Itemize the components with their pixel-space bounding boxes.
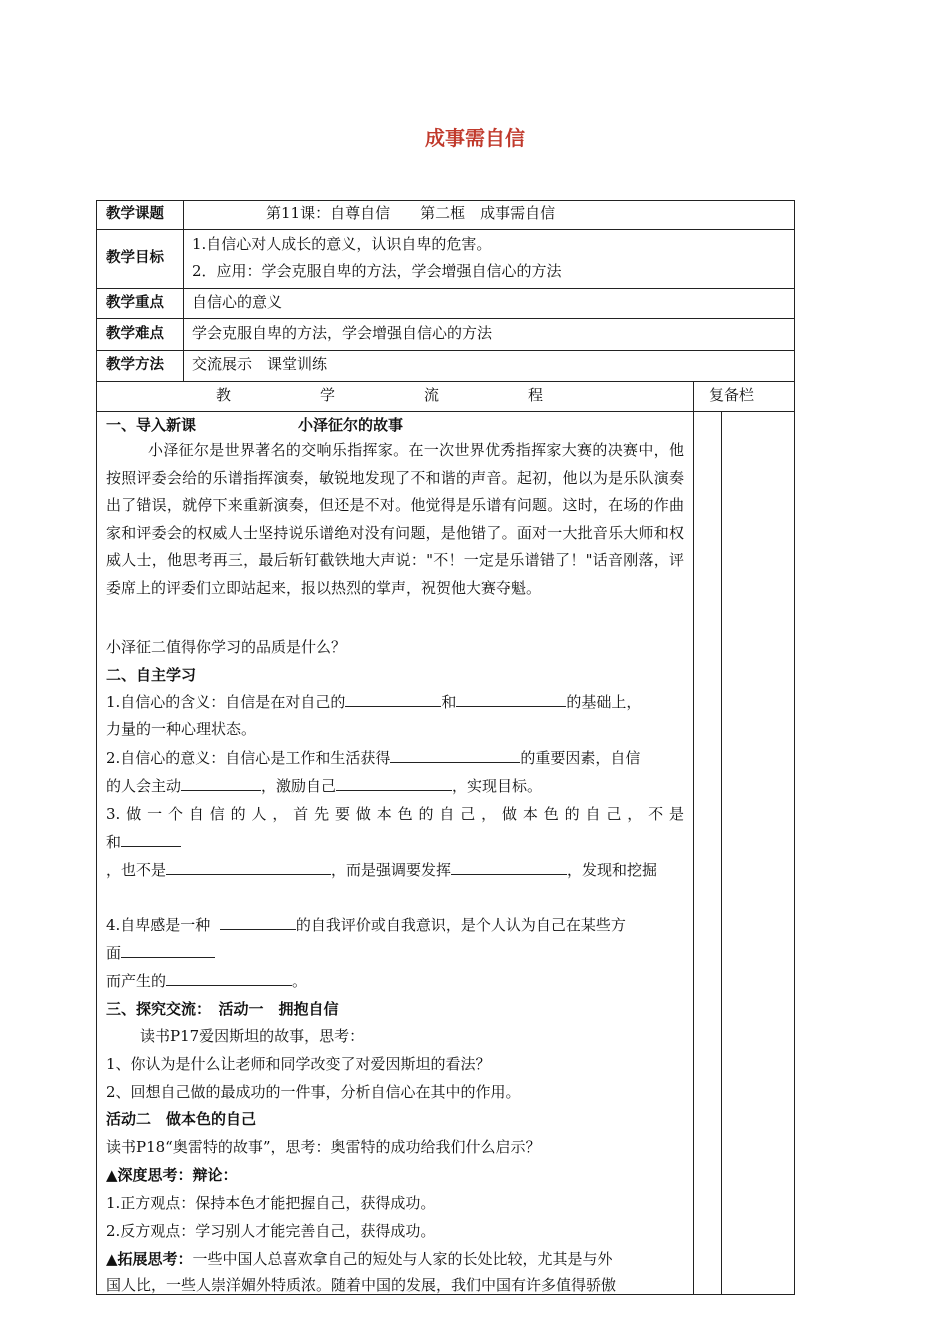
row-label-method: 教学方法 [106, 357, 164, 373]
q3-text-c: ，也不是 [106, 861, 167, 879]
q2-text-c: 的人会主动 [106, 777, 182, 795]
section-2-heading: 二、自主学习 [106, 666, 197, 684]
section-1-story-title: 小泽征尔的故事 [298, 416, 404, 434]
question-1-line-2: 力量的一种心理状态。 [106, 720, 257, 738]
q3-text-d: ，而是强调要发挥 [331, 861, 452, 879]
row-value-key: 自信心的意义 [192, 293, 283, 311]
debate-con: 2.反方观点：学习别人才能完善自己，获得成功。 [106, 1222, 436, 1240]
row-value-method: 交流展示 课堂训练 [192, 355, 328, 373]
q4-text-b: 的自我评价或自我意识，是个人认为自己在某些方 [295, 916, 626, 934]
fill-blank[interactable] [451, 859, 567, 875]
flow-header-char-4: 程 [528, 386, 544, 404]
question-4-line-2 [106, 942, 215, 963]
section-3-question-1: 1、你认为是什么让老师和同学改变了对爱因斯坦的看法？ [106, 1055, 491, 1073]
question-4-line-1 [106, 914, 626, 935]
story-question: 小泽征二值得你学习的品质是什么？ [106, 638, 347, 656]
section-3-read: 读书P17爱因斯坦的故事，思考： [140, 1027, 365, 1045]
fill-blank[interactable] [121, 942, 215, 958]
section-3-question-2: 2、回想自己做的最成功的一件事，分析自信心在其中的作用。 [106, 1083, 521, 1101]
fill-blank[interactable] [345, 691, 441, 707]
row-label-goals: 教学目标 [106, 250, 164, 266]
story-paragraph [106, 437, 684, 602]
q3-text-b: 和 [106, 833, 122, 851]
story-text: 小泽征尔是世界著名的交响乐指挥家。在一次世界优秀指挥家大赛的决赛中，他按照评委会给的乐谱指挥演奏，敏锐地发现了不和谐的声音。起初，他以为是乐队演奏出了错误，就停下来重新演奏，但还是不对。他觉得是乐谱有问题。这时，在场的作曲家和评委会的权威人士坚持说乐谱绝对没有问题，是他错了。面对一大批音乐大师和权威人士，他思考再三，最后斩钉截铁地大声说："不！一定是乐谱错了！"话音刚落，评委席上的评委们立即站起来，报以热烈的掌声，祝贺他大赛夺魁。 [106, 441, 684, 597]
flow-header-char-2: 学 [320, 386, 336, 404]
fill-blank[interactable] [390, 747, 520, 763]
question-3-line-1: 3.做一个自信的人，首先要做本色的自己，做本色的自己，不是 [106, 805, 684, 823]
q4-text-e: 。 [292, 972, 308, 990]
q1-text-c: 的基础上， [566, 693, 642, 711]
row-value-goals-1: 1.自信心对人成长的意义，认识自卑的危害。 [192, 235, 492, 253]
q1-text-a: 1.自信心的含义：自信是在对自己的 [106, 693, 346, 711]
row-value-goals-2: 2．应用：学会克服自卑的方法，学会增强自信心的方法 [192, 262, 562, 280]
row-label-difficulty: 教学难点 [106, 326, 164, 342]
fill-blank[interactable] [456, 691, 566, 707]
question-4-line-3 [106, 970, 307, 991]
question-3-line-2 [106, 831, 181, 852]
q2-text-b: 的重要因素，自信 [520, 749, 641, 767]
section-1-heading: 一、导入新课 [106, 416, 197, 434]
fill-blank[interactable] [220, 914, 296, 930]
row-label-topic: 教学课题 [106, 206, 164, 222]
fill-blank[interactable] [166, 970, 292, 986]
fill-blank[interactable] [336, 775, 452, 791]
activity-2-read: 读书P18“奥雷特的故事”，思考：奥雷特的成功给我们什么启示？ [106, 1138, 541, 1156]
section-3-heading: 三、探究交流： 活动一 拥抱自信 [106, 1000, 339, 1018]
row-label-key: 教学重点 [106, 295, 164, 311]
question-1-line-1 [106, 691, 641, 712]
row-value-difficulty: 学会克服自卑的方法，学会增强自信心的方法 [192, 324, 493, 342]
flow-header-char-1: 教 [216, 386, 232, 404]
q2-text-a: 2.自信心的意义：自信心是工作和生活获得 [106, 749, 391, 767]
fill-blank[interactable] [181, 775, 261, 791]
q4-text-a: 4.自卑感是一种 [106, 916, 211, 934]
q2-text-d: ，激励自己 [261, 777, 337, 795]
page-title: 成事需自信 [425, 126, 525, 150]
flow-header-char-3: 流 [424, 386, 440, 404]
deep-thinking-heading: ▲深度思考：辩论： [106, 1166, 238, 1184]
q2-text-e: ，实现目标。 [452, 777, 543, 795]
q4-text-d: 而产生的 [106, 972, 167, 990]
side-column-header: 复备栏 [709, 386, 755, 404]
question-3-line-3 [106, 859, 657, 880]
question-2-line-1 [106, 747, 640, 768]
extension-line-1 [106, 1248, 613, 1269]
activity-2-heading: 活动二 做本色的自己 [106, 1110, 257, 1128]
row-value-topic: 第11课：自尊自信 第二框 成事需自信 [266, 204, 556, 222]
extension-text-1: 一些中国人总喜欢拿自己的短处与人家的长处比较，尤其是与外 [192, 1250, 613, 1268]
debate-pro: 1.正方观点：保持本色才能把握自己，获得成功。 [106, 1194, 436, 1212]
extension-line-2: 国人比，一些人崇洋媚外特质浓。随着中国的发展，我们中国有许多值得骄傲 [106, 1276, 617, 1294]
q4-text-c: 面 [106, 944, 122, 962]
extension-heading: ▲拓展思考： [106, 1250, 193, 1268]
fill-blank[interactable] [121, 831, 181, 847]
q3-text-e: ，发现和挖掘 [567, 861, 658, 879]
question-2-line-2 [106, 775, 542, 796]
fill-blank[interactable] [166, 859, 331, 875]
q1-text-b: 和 [441, 693, 457, 711]
